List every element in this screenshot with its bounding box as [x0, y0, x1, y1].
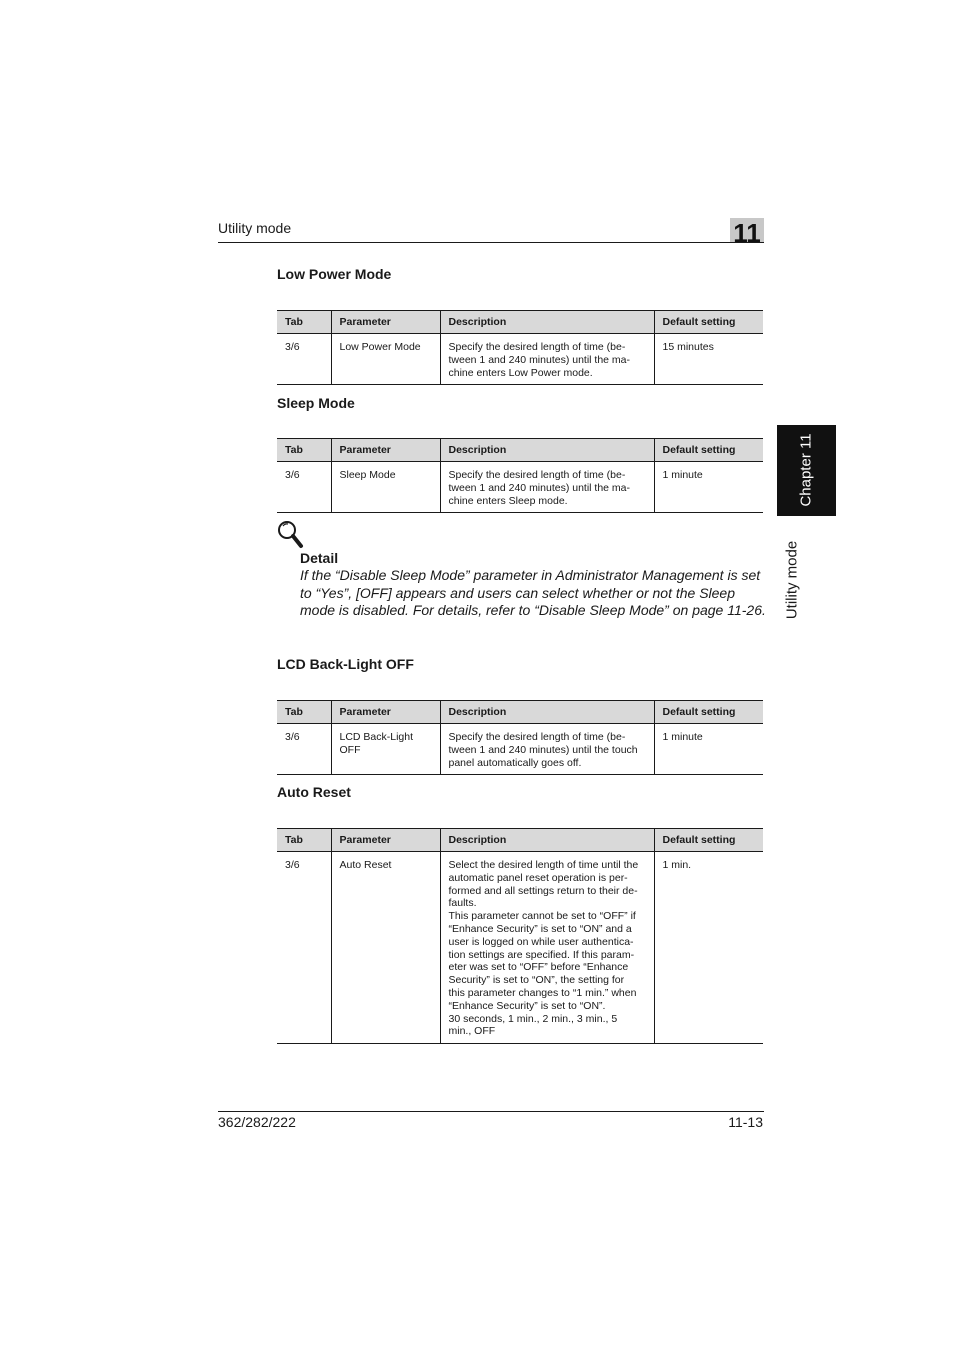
column-header-parameter: Parameter	[331, 701, 440, 724]
table-header-row	[277, 701, 763, 724]
column-header-parameter: Parameter	[331, 311, 440, 334]
description-line: tween 1 and 240 minutes) until the ma-	[448, 353, 631, 366]
column-header-tab: Tab	[277, 311, 331, 334]
column-header-description: Description	[440, 701, 654, 724]
cell-default: 1 minute	[654, 462, 763, 513]
footer-rule	[218, 1111, 764, 1112]
description-line: automatic panel reset operation is per-	[448, 871, 628, 884]
table-row	[277, 724, 763, 775]
column-header-default: Default setting	[654, 829, 763, 852]
column-header-tab: Tab	[277, 829, 331, 852]
cell-description	[440, 852, 654, 1044]
section-heading: Sleep Mode	[277, 395, 355, 411]
description-line: Select the desired length of time until the	[448, 859, 639, 871]
table-header-row	[277, 311, 763, 334]
description-line: chine enters Sleep mode.	[448, 494, 568, 507]
table-header-row	[277, 829, 763, 852]
description-line: this parameter changes to “1 min.” when	[448, 986, 637, 999]
cell-tab: 3/6	[277, 462, 331, 513]
chapter-number-badge: 11	[730, 218, 764, 242]
column-header-description: Description	[440, 829, 654, 852]
cell-description	[440, 462, 654, 513]
magnifier-icon	[277, 520, 305, 550]
column-header-parameter: Parameter	[331, 439, 440, 462]
column-header-tab: Tab	[277, 701, 331, 724]
parameter-table	[277, 310, 763, 385]
description-line: eter was set to “OFF” before “Enhance	[448, 961, 629, 974]
side-section-label: Utility mode	[783, 540, 801, 620]
cell-parameter: Low Power Mode	[331, 334, 440, 385]
footer-model-number: 362/282/222	[218, 1114, 296, 1130]
detail-text: If the “Disable Sleep Mode” parameter in Administrator Management is set to “Yes”, [OFF] appears and users can select whether or not the Sleep mode is disabled. For details, refer to “Disable Sleep Mode” on page 11-26.	[300, 567, 766, 618]
description-line: “Enhance Security” is set to “ON”.	[448, 999, 606, 1012]
cell-parameter: Auto Reset	[331, 852, 440, 1044]
page-header-title: Utility mode	[218, 220, 292, 236]
cell-tab: 3/6	[277, 334, 331, 385]
column-header-description: Description	[440, 311, 654, 334]
description-line: Security” is set to “ON”, the setting for	[448, 974, 625, 987]
section-heading: Auto Reset	[277, 784, 351, 800]
description-line: tion settings are specified. If this param-	[448, 948, 635, 961]
description-line: Specify the desired length of time (be-	[448, 731, 626, 743]
description-line: Specify the desired length of time (be-	[448, 341, 626, 353]
parameter-table	[277, 438, 763, 513]
table-header-row	[277, 439, 763, 462]
cell-default: 1 min.	[654, 852, 763, 1044]
parameter-table	[277, 828, 763, 1044]
description-line: user is logged on while user authentica-	[448, 935, 634, 948]
side-chapter-label: Chapter 11	[797, 433, 815, 507]
cell-tab: 3/6	[277, 852, 331, 1044]
description-line: Specify the desired length of time (be-	[448, 469, 626, 481]
table-row	[277, 334, 763, 385]
description-line: faults.	[448, 897, 477, 910]
description-line: panel automatically goes off.	[448, 756, 582, 769]
cell-description	[440, 334, 654, 385]
column-header-default: Default setting	[654, 701, 763, 724]
column-header-default: Default setting	[654, 311, 763, 334]
footer-page-number: 11-13	[728, 1114, 763, 1130]
cell-tab: 3/6	[277, 724, 331, 775]
column-header-parameter: Parameter	[331, 829, 440, 852]
detail-label: Detail	[300, 550, 339, 566]
parameter-table	[277, 700, 763, 775]
column-header-default: Default setting	[654, 439, 763, 462]
section-heading: LCD Back-Light OFF	[277, 656, 414, 672]
column-header-description: Description	[440, 439, 654, 462]
description-line: min., OFF	[448, 1025, 496, 1038]
table-row	[277, 852, 763, 1044]
description-line: This parameter cannot be set to “OFF” if	[448, 910, 636, 923]
description-line: 30 seconds, 1 min., 2 min., 3 min., 5	[448, 1012, 618, 1025]
description-line: chine enters Low Power mode.	[448, 366, 593, 379]
cell-default: 1 minute	[654, 724, 763, 775]
cell-parameter: LCD Back-Light OFF	[331, 724, 440, 775]
description-line: tween 1 and 240 minutes) until the touch	[448, 743, 638, 756]
cell-description	[440, 724, 654, 775]
description-line: formed and all settings return to their de-	[448, 884, 638, 897]
description-line: “Enhance Security” is set to “ON” and a	[448, 922, 632, 935]
table-row	[277, 462, 763, 513]
header-rule	[218, 242, 764, 243]
description-line: tween 1 and 240 minutes) until the ma-	[448, 481, 631, 494]
cell-default: 15 minutes	[654, 334, 763, 385]
section-heading: Low Power Mode	[277, 266, 392, 282]
cell-parameter: Sleep Mode	[331, 462, 440, 513]
column-header-tab: Tab	[277, 439, 331, 462]
